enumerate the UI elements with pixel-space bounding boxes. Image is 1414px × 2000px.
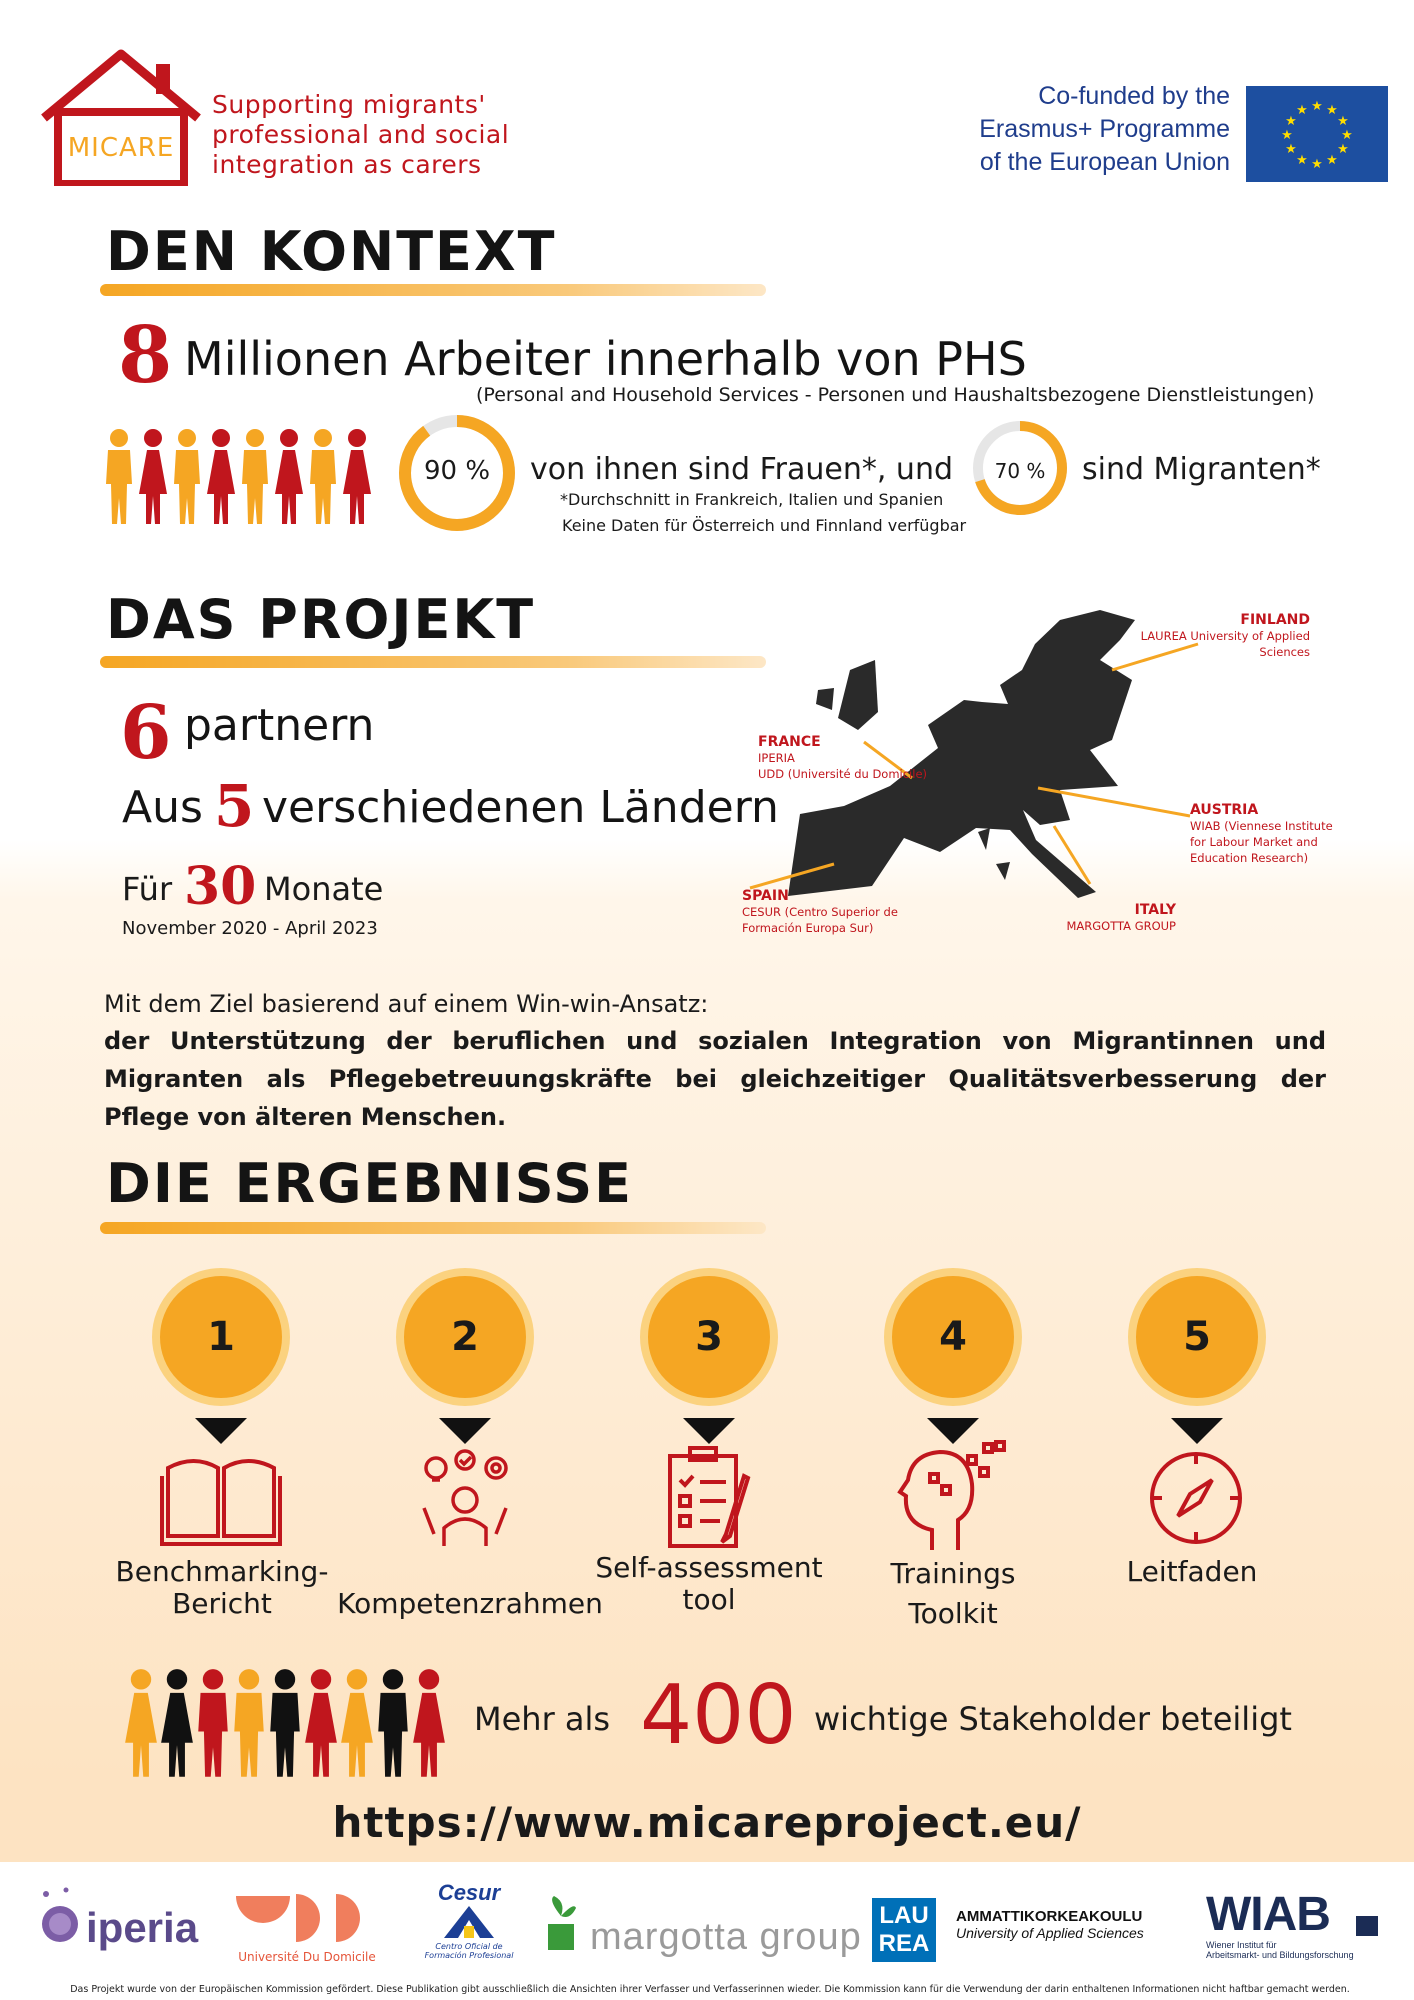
eu-cofunded-text: Co-funded by the Erasmus+ Programme of the European Union [979,82,1230,176]
woman-icon [274,428,304,524]
person-icon [240,428,270,524]
workers-text: Millionen Arbeiter innerhalb von PHS [184,332,1027,386]
women-text: von ihnen sind Frauen*, und [530,452,954,487]
svg-text:★: ★ [1311,157,1323,172]
result-item-1 [152,1268,290,1406]
partners-number: 6 [120,690,172,776]
down-arrow-icon [439,1418,491,1444]
laurea-logo: AMMATTIKORKEAKOULU University of Applied Sciences [956,1908,1144,1941]
svg-text:★: ★ [1285,114,1297,129]
laurea-mark: LAU REA [872,1898,936,1962]
map-label-france: FRANCE IPERIA UDD (Université du Domicile) [758,734,928,781]
person-icon [160,1668,194,1777]
down-arrow-icon [1171,1418,1223,1444]
result-item-3 [640,1268,778,1406]
cesur-logo: Cesur Centro Oficial de Formación Profesional [424,1880,514,1960]
result-label-2: Kompetenzrahmen [337,1587,603,1620]
months-text: Monate [264,870,384,908]
udd-logo: Université Du Domicile [232,1890,382,1970]
woman-icon [206,428,236,524]
person-icon [124,1668,158,1777]
svg-text:★: ★ [1296,153,1308,168]
book-icon [160,1448,282,1548]
women-percent-label: 90 % [423,456,491,486]
footnote-2: Keine Daten für Österreich und Finnland verfügbar [562,516,967,535]
map-label-finland: FINLAND LAUREA University of Applied Sciences [1140,612,1310,659]
svg-text:★: ★ [1326,103,1338,118]
countries-prefix: Aus [122,782,203,833]
person-icon [196,1668,230,1777]
step-number-circle: 4 [884,1268,1022,1406]
result-label-4: Trainings Toolkit [890,1557,1016,1630]
project-url-link[interactable]: https://www.micareproject.eu/ [332,1798,1082,1847]
cesur-emblem-icon [444,1906,494,1938]
compass-icon [1146,1448,1246,1548]
map-label-italy: ITALY MARGOTTA GROUP [1066,902,1176,933]
down-arrow-icon [195,1418,247,1444]
footnote-1: *Durchschnitt in Frankreich, Italien und Spanien [560,490,944,509]
dandelion-icon [36,1884,84,1950]
tagline: Supporting migrants' professional and social integration as carers [212,90,510,179]
phs-expansion: (Personal and Household Services - Personen und Haushaltsbezogene Dienstleistungen) [476,384,1315,406]
workers-number: 8 [118,310,173,401]
migrants-percent-label: 70 % [994,459,1046,483]
stakeholders-number: 400 [640,1668,797,1763]
result-label-1: Benchmarking- Bericht [115,1555,329,1620]
person-icon [376,1668,410,1777]
map-label-austria: AUSTRIA WIAB (Viennese Institute for Labour Market and Education Research) [1190,802,1333,865]
result-item-5 [1128,1268,1266,1406]
svg-text:★: ★ [1326,153,1338,168]
svg-text:★: ★ [1285,142,1297,157]
map-label-spain: SPAIN CESUR (Centro Superior de Formación Europa Sur) [742,888,898,935]
down-arrow-icon [683,1418,735,1444]
months-number: 30 [184,856,257,917]
step-number-circle: 1 [152,1268,290,1406]
svg-text:★: ★ [1281,128,1293,143]
countries-number: 5 [214,772,255,840]
disclaimer-text: Das Projekt wurde von der Europäischen Kommission gefördert. Diese Publikation gibt ausschließlich die Ansichten ihrer Verfasser und Verfasserinnen wieder. Die Kommission kann für die Verwendung der darin enthaltenen Informationen nicht haftbar gemacht werden. [70,1984,1350,1995]
margotta-logo: margotta group [544,1896,854,1966]
title-underline [100,656,766,668]
person-icon [104,428,134,524]
svg-text:★: ★ [1311,99,1323,114]
svg-text:★: ★ [1296,103,1308,118]
woman-icon [138,428,168,524]
people-row-context [104,428,372,524]
stakeholders-text: wichtige Stakeholder beteiligt [814,1700,1292,1738]
person-icon [172,428,202,524]
months-prefix: Für [122,870,173,908]
person-icon [340,1668,374,1777]
result-label-3: Self-assessment tool [595,1551,823,1616]
checklist-icon [664,1446,754,1550]
result-item-2 [396,1268,534,1406]
project-period: November 2020 - April 2023 [122,918,378,939]
svg-text:★: ★ [1337,114,1349,129]
result-label-5: Leitfaden [1126,1555,1258,1588]
title-underline [100,284,766,296]
section-title-context: DEN KONTEXT [106,220,557,283]
logo-text: MICARE [67,133,175,163]
aim-intro: Mit dem Ziel basierend auf einem Win-win-Ansatz: [104,990,709,1018]
wiab-square-icon [1356,1916,1378,1936]
iperia-logo: iperia [36,1884,206,1954]
udd-shapes-icon [232,1890,382,1946]
micare-logo [36,46,206,186]
section-title-project: DAS PROJEKT [106,588,536,651]
plant-icon [544,1896,578,1950]
partners-text: partnern [184,700,375,751]
person-icon [304,1668,338,1777]
person-icon [308,428,338,524]
step-number-circle: 5 [1128,1268,1266,1406]
svg-text:★: ★ [1341,128,1353,143]
migrants-text: sind Migranten* [1082,452,1321,487]
title-underline [100,1222,766,1234]
people-row-stakeholders [124,1668,446,1777]
aim-bold: der Unterstützung der beruflichen und sozialen Integration von Migrantinnen und Migranten als Pflegebetreuungskräfte bei gleichzeitiger Qualitätsverbesserung der Pflege von älteren Menschen. [104,1027,1326,1131]
result-item-4 [884,1268,1022,1406]
competence-icon [412,1448,518,1548]
person-icon [232,1668,266,1777]
person-icon [268,1668,302,1777]
svg-text:★: ★ [1337,142,1349,157]
step-number-circle: 2 [396,1268,534,1406]
step-number-circle: 3 [640,1268,778,1406]
countries-text: verschiedenen Ländern [262,782,779,833]
woman-icon [342,428,372,524]
wiab-logo: WIAB Wiener Institut für Arbeitsmarkt- und Bildungsforschung [1206,1890,1386,1970]
head-mind-icon [896,1440,1012,1552]
section-title-results: DIE ERGEBNISSE [106,1152,633,1215]
person-icon [412,1668,446,1777]
eu-flag-icon [1246,86,1388,182]
stakeholders-prefix: Mehr als [474,1700,611,1738]
